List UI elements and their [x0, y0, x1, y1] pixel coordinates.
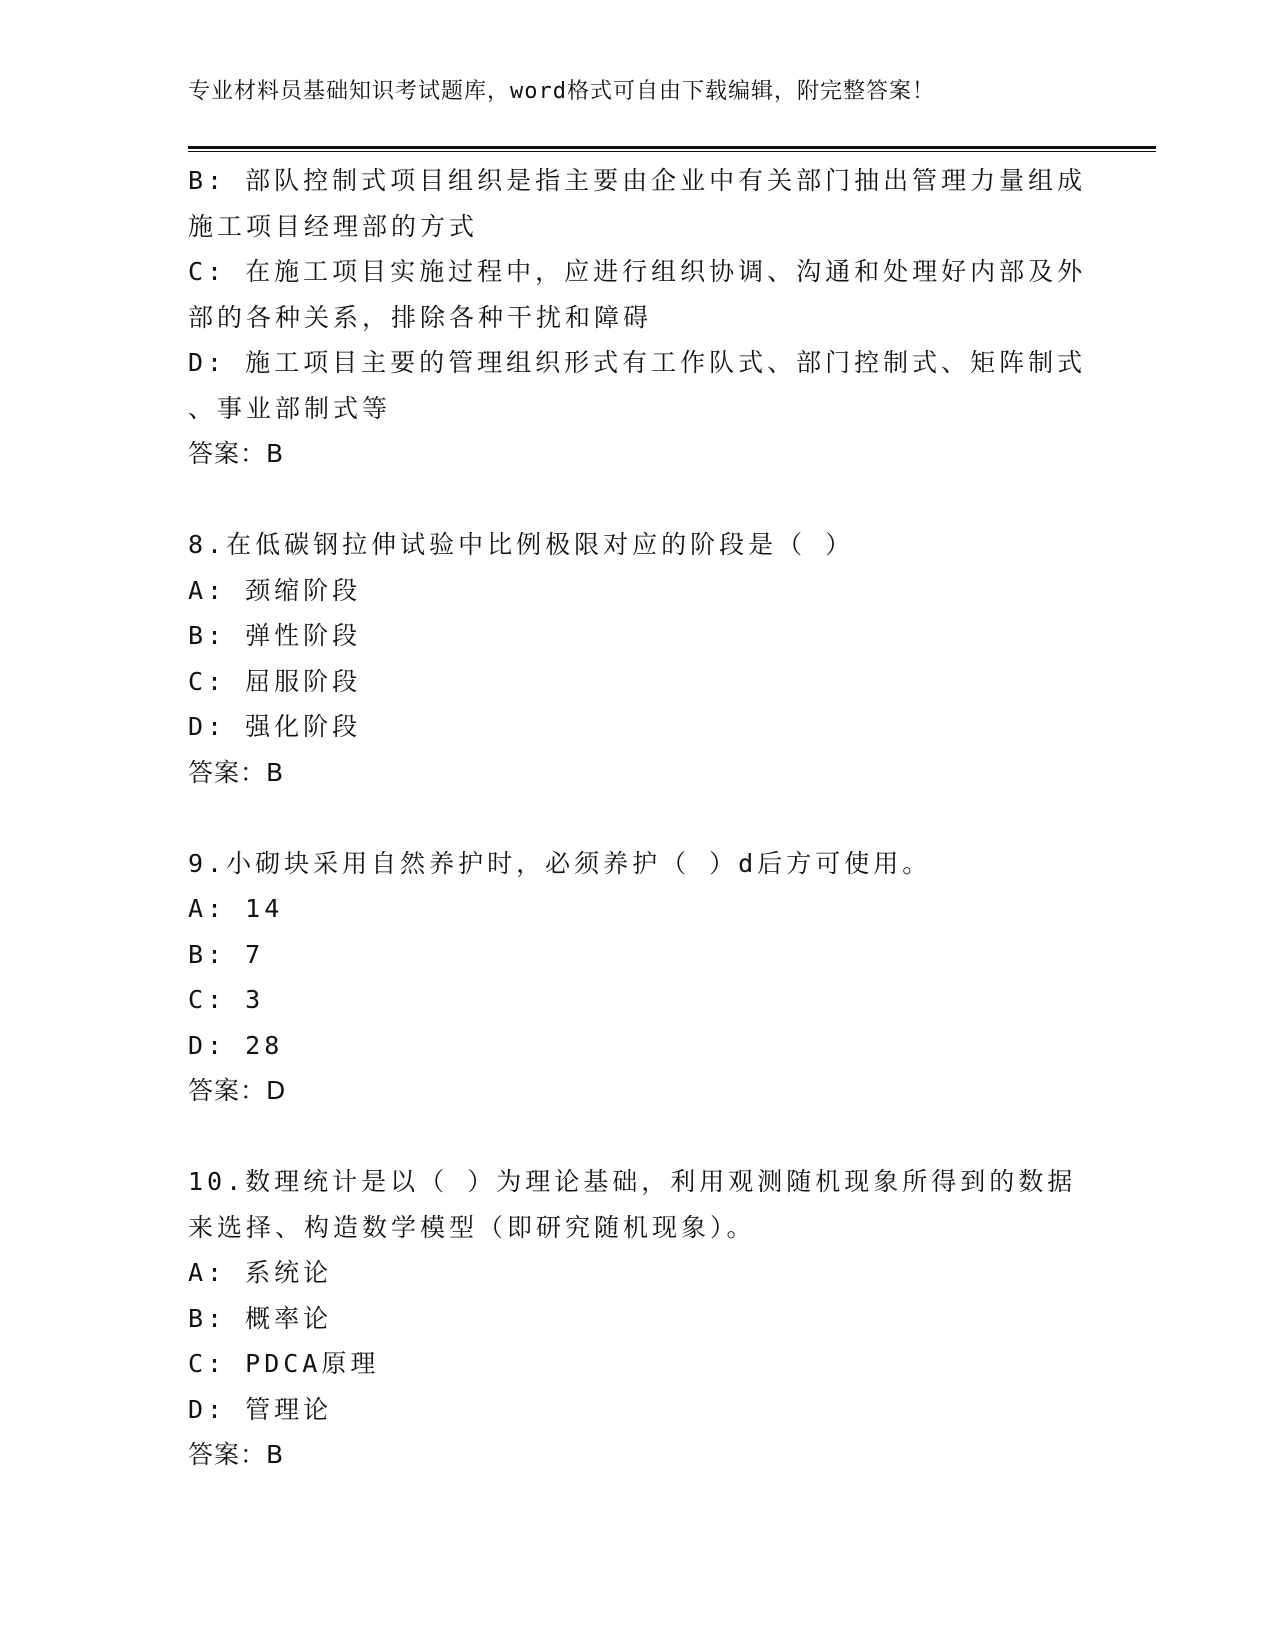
q8-option-a: A: 颈缩阶段	[188, 575, 362, 605]
q7-option-c-line1: C: 在施工项目实施过程中，应进行组织协调、沟通和处理好内部及外	[188, 257, 1087, 286]
q7-option-c-line2: 部的各种关系，排除各种干扰和障碍	[188, 302, 653, 332]
header-rule	[188, 146, 1156, 152]
q8-option-b: B: 弹性阶段	[188, 621, 362, 650]
q9-option-a: A: 14	[188, 894, 284, 923]
q10-option-b: B: 概率论	[188, 1303, 333, 1333]
q10-option-c: C: PDCA原理	[188, 1349, 380, 1378]
question-content	[188, 158, 1088, 1478]
spacer	[188, 1114, 1088, 1160]
q7-option-b-line1: B: 部队控制式项目组织是指主要由企业中有关部门抽出管理力量组成	[188, 166, 1087, 195]
q10-option-a: A: 系统论	[188, 1258, 333, 1287]
q10-answer: 答案：B	[188, 1440, 285, 1469]
spacer	[188, 795, 1088, 841]
q7-option-d-line1: D: 施工项目主要的管理组织形式有工作队式、部门控制式、矩阵制式	[188, 348, 1087, 377]
q9-option-b: B: 7	[188, 939, 265, 969]
question-9-block	[188, 841, 1088, 1114]
q7-option-d-line2: 、事业部制式等	[188, 393, 392, 423]
question-8-block	[188, 522, 1088, 795]
q8-option-d: D: 强化阶段	[188, 712, 362, 741]
q9-option-c: C: 3	[188, 985, 265, 1014]
q10-option-d: D: 管理论	[188, 1394, 333, 1424]
spacer	[188, 477, 1088, 523]
q8-answer: 答案：B	[188, 757, 285, 787]
q9-answer: 答案：D	[188, 1076, 287, 1105]
question-7-block	[188, 158, 1088, 477]
q8-question: 8.在低碳钢拉伸试验中比例极限对应的阶段是（ ）	[188, 530, 855, 559]
question-10-block	[188, 1159, 1088, 1478]
q7-option-b-line2: 施工项目经理部的方式	[188, 211, 479, 241]
q10-question-line2: 来选择、构造数学模型（即研究随机现象）。	[188, 1212, 756, 1242]
q7-answer: 答案：B	[188, 439, 285, 468]
page-header: 专业材料员基础知识考试题库，word格式可自由下载编辑，附完整答案！	[188, 79, 935, 104]
q9-question: 9.小砌块采用自然养护时，必须养护（ ）d后方可使用。	[188, 848, 932, 878]
q8-option-c: C: 屈服阶段	[188, 666, 362, 696]
q10-question-line1: 10.数理统计是以（ ）为理论基础，利用观测随机现象所得到的数据	[188, 1167, 1077, 1196]
q9-option-d: D: 28	[188, 1030, 284, 1060]
